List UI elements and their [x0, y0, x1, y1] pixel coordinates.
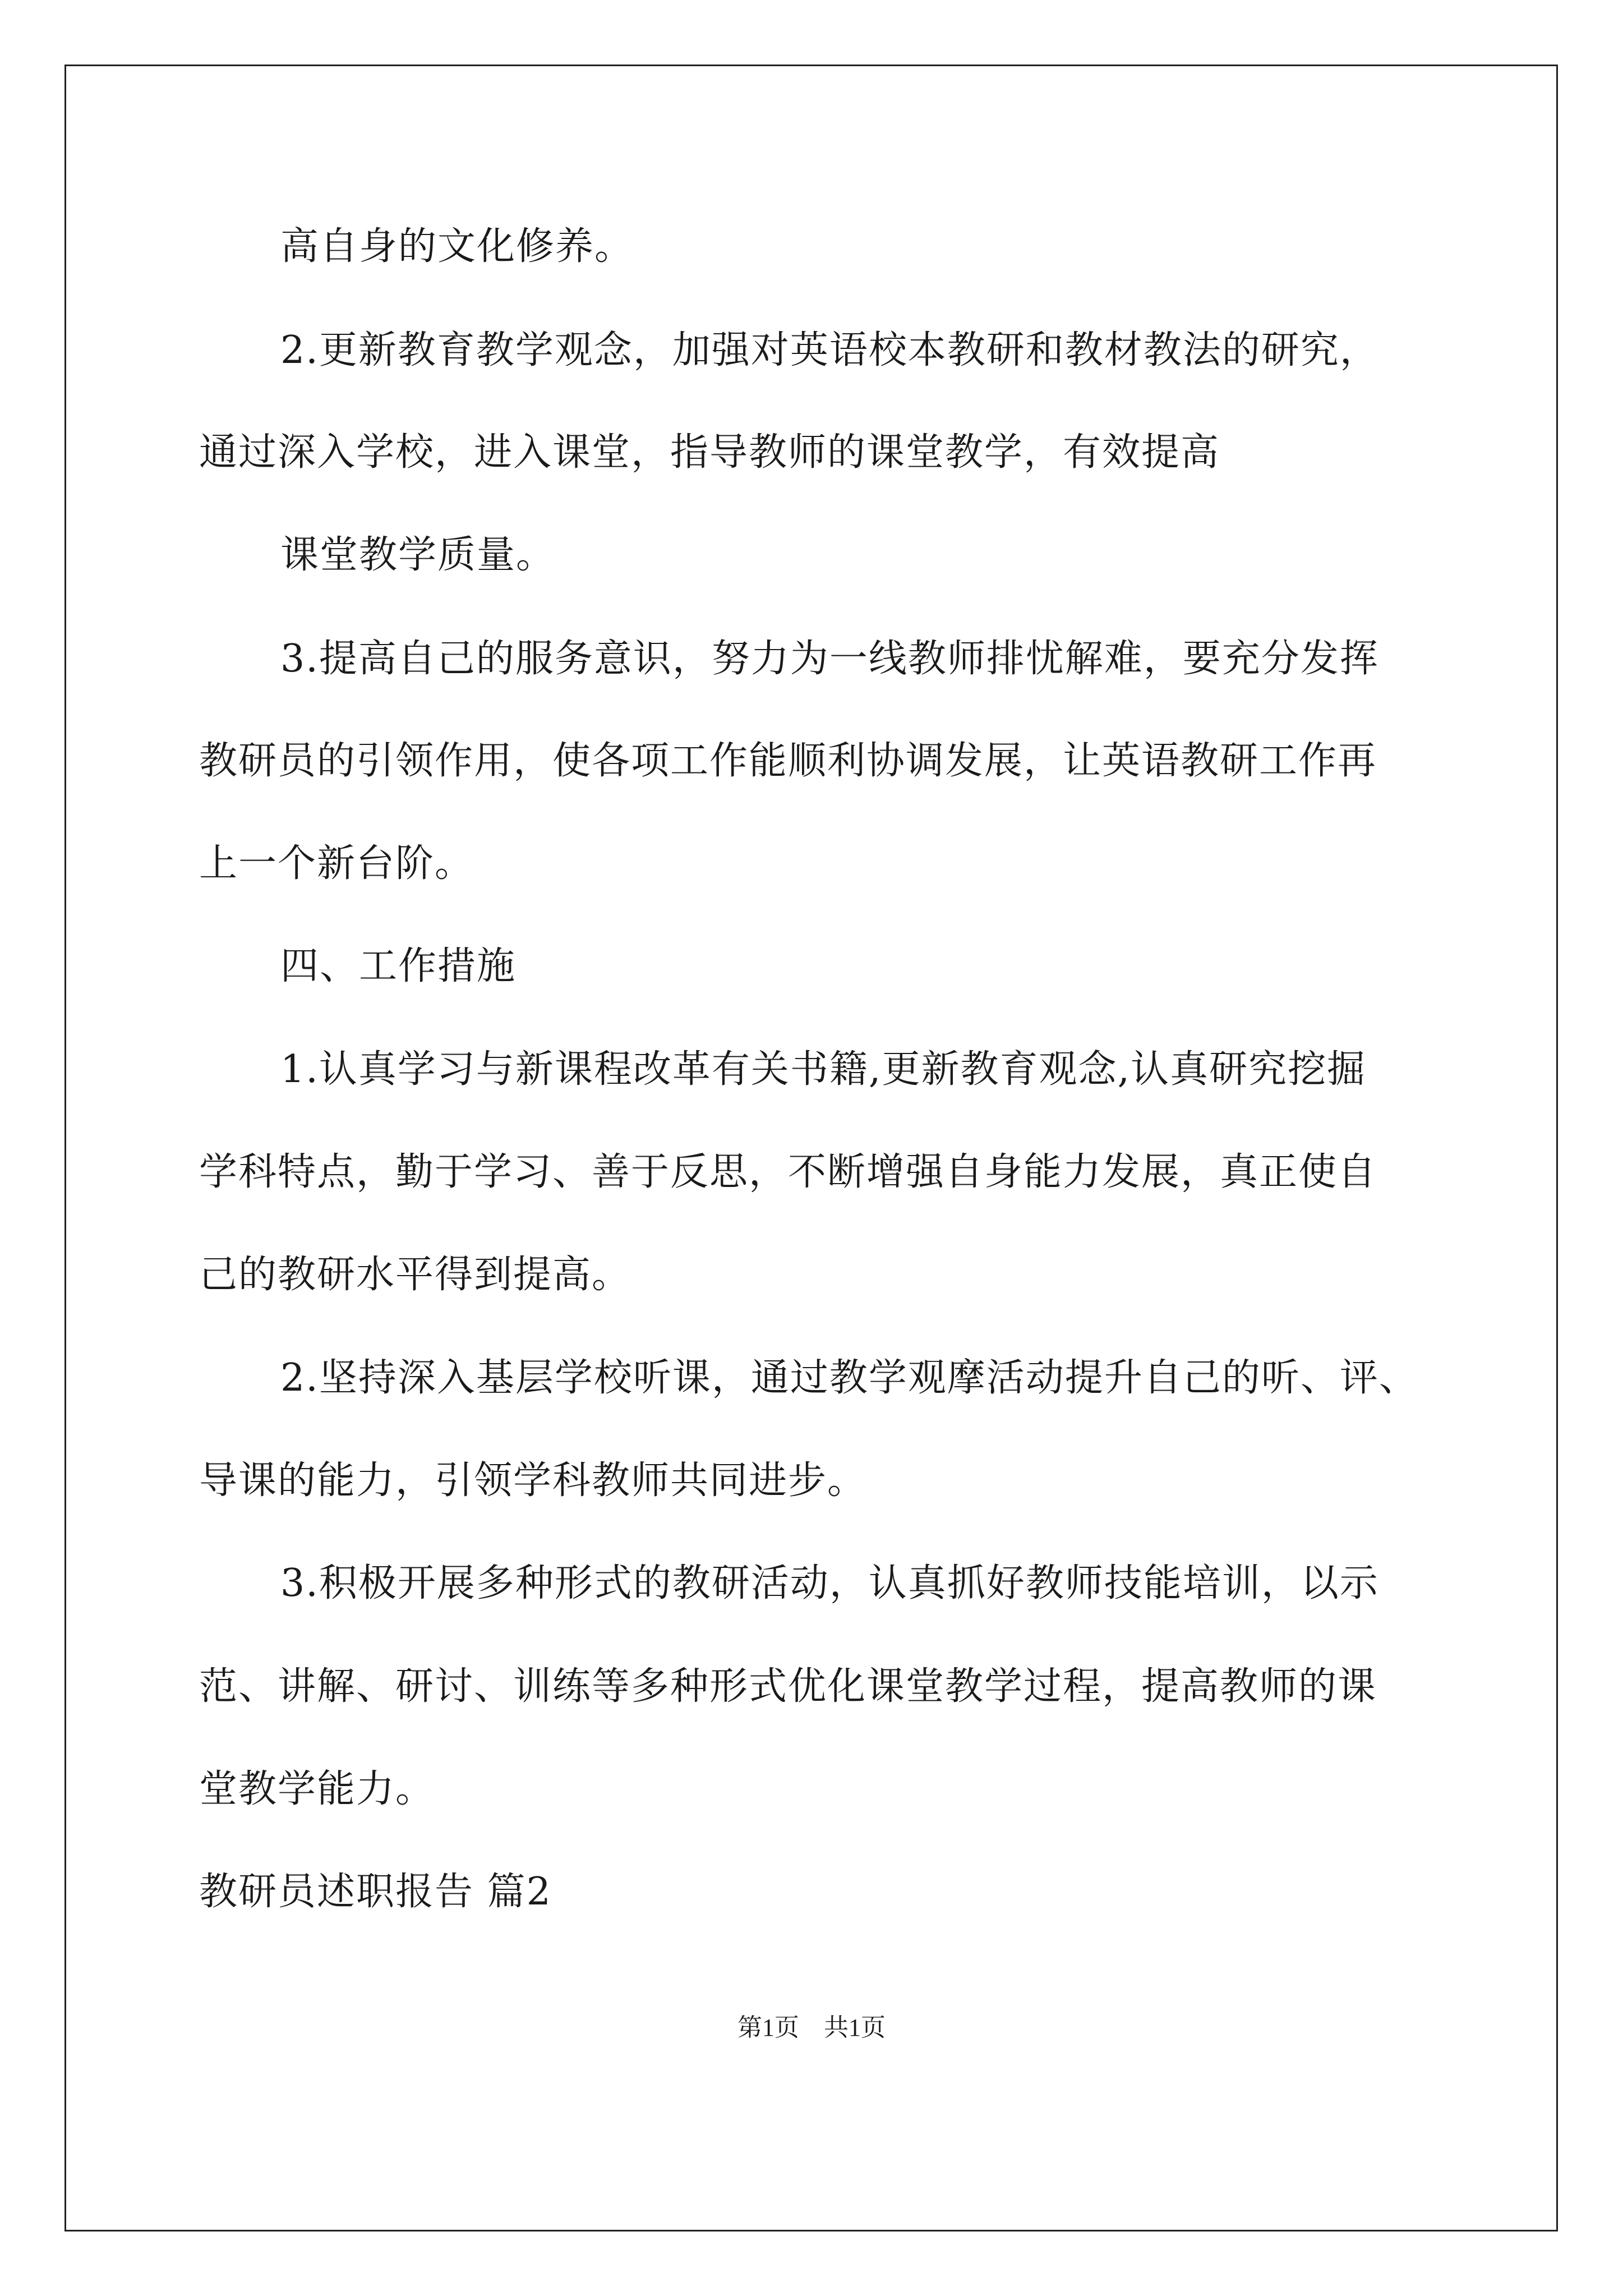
text-line: 3.提高自己的服务意识，努力为一线教师排忧解难，要充分发挥 [280, 637, 1379, 681]
text-line: 上一个新台阶。 [199, 841, 474, 886]
text-line: 3.积极开展多种形式的教研活动，认真抓好教师技能培训，以示 [280, 1561, 1379, 1605]
text-line: 通过深入学校，进入课堂，指导教师的课堂教学，有效提高 [199, 430, 1220, 475]
text-line: 2.坚持深入基层学校听课，通过教学观摩活动提升自己的听、评、 [280, 1356, 1418, 1400]
text-line: 范、讲解、研讨、训练等多种形式优化课堂教学过程，提高教师的课 [199, 1664, 1377, 1709]
text-line: 堂教学能力。 [199, 1767, 435, 1811]
text-line: 教研员的引领作用，使各项工作能顺利协调发展，让英语教研工作再 [199, 739, 1377, 783]
text-line: 导课的能力，引领学科教师共同进步。 [199, 1458, 867, 1503]
text-line: 1.认真学习与新课程改革有关书籍,更新教育观念,认真研究挖掘 [280, 1047, 1367, 1092]
text-line: 学科特点，勤于学习、善于反思，不断增强自身能力发展，真正使自 [199, 1150, 1377, 1194]
text-line: 己的教研水平得到提高。 [199, 1253, 631, 1297]
text-line: 2.更新教育教学观念，加强对英语校本教研和教材教法的研究， [280, 328, 1379, 372]
text-line: 高自身的文化修养。 [280, 224, 634, 269]
section-heading: 四、工作措施 [280, 944, 517, 988]
text-line: 课堂教学质量。 [280, 533, 556, 577]
document-title: 教研员述职报告 篇2 [199, 1870, 552, 1914]
page-footer: 第1页 共1页 [737, 2014, 886, 2041]
